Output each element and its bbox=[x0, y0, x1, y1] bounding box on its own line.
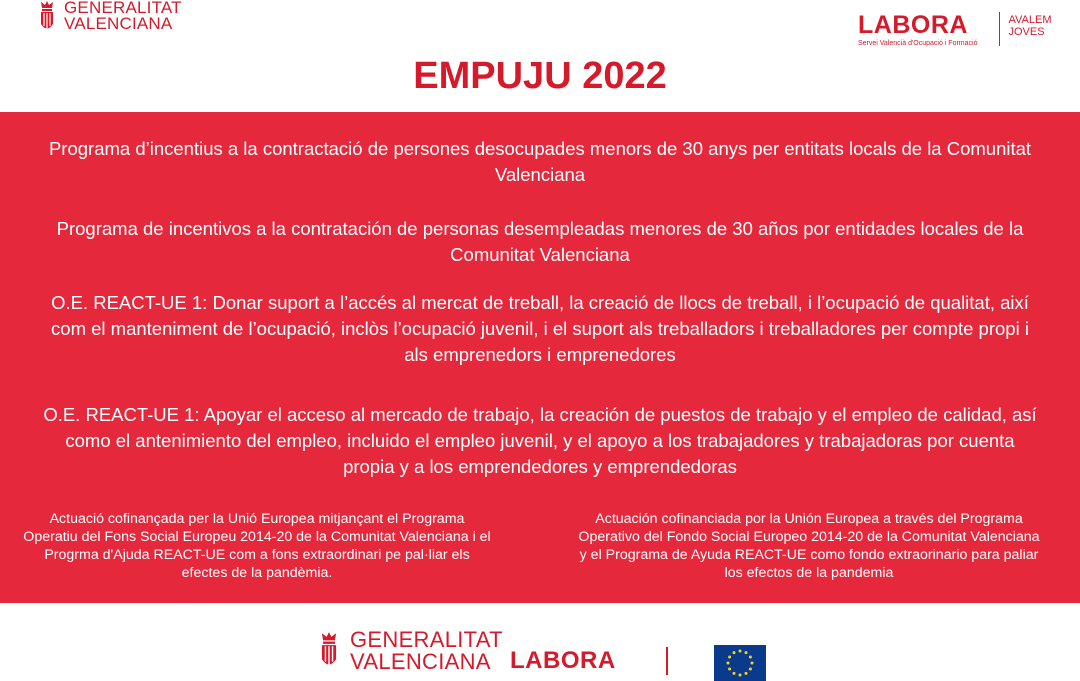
labora-wordmark bbox=[858, 12, 977, 48]
cofinancing-note-es: Actuación cofinanciada por la Unión Europea a través del Programa Operativo del Fondo Social Europeo 2014-20 de la Comunitat Valenciana y el Programa de Ayuda REACT-UE como fondo extraorinario para paliar los efectos de la pandemia bbox=[578, 511, 1040, 581]
header bbox=[0, 0, 1080, 112]
program-description-es: Programa de incentivos a la contratación de personas desempleadas menores de 30 años por entidades locales de la Comunitat Valenciana bbox=[56, 218, 1024, 265]
objective-description-es: O.E. REACT-UE 1: Apoyar el acceso al mercado de trabajo, la creación de puestos de trabajo y el empleo de calidad, así como el antenimiento del empleo, incluido el empleo juvenil, y el apoyo a los trabajadores y trabajadoras por cuenta propia y a los emprendedores y emprendedoras bbox=[43, 404, 1037, 477]
program-description-va: Programa d’incentius a la contractació de persones desocupades menors de 30 anys per entitats locals de la Comunitat Valenciana bbox=[48, 138, 1032, 185]
labora-tagline bbox=[1008, 14, 1051, 38]
gv-coat-of-arms-icon bbox=[316, 629, 342, 673]
gv-coat-of-arms-icon bbox=[36, 0, 58, 34]
labora-divider bbox=[999, 12, 1000, 46]
gv-logo-line: GENERALITAT bbox=[64, 0, 182, 17]
gv-logo-line: VALENCIANA bbox=[64, 14, 173, 33]
gv-logo-line: VALENCIANA bbox=[350, 649, 491, 674]
cofinancing-note-va: Actuació cofinançada per la Unió Europea mitjançant el Programa Operatiu del Fons Social Europeu 2014-20 de la Comunitat Valenciana i el Progrma d'Ajuda REACT-UE com a fons extraordinari pe pal·liar els efectes de la pandèmia. bbox=[23, 511, 491, 581]
labora-subtitle: Servei Valencià d'Ocupació i Formació bbox=[858, 40, 978, 47]
labora-tagline-line: AVALEM bbox=[1008, 14, 1052, 26]
footer-gv-logo-text bbox=[350, 629, 503, 673]
gv-logo-line: GENERALITAT bbox=[350, 627, 503, 652]
footer-generalitat-logo bbox=[316, 629, 503, 673]
labora-tagline-line: JOVES bbox=[1008, 26, 1045, 38]
footer-divider bbox=[666, 647, 668, 675]
footer-labora-logo: LABORA bbox=[510, 647, 616, 674]
labora-word: LABORA bbox=[858, 11, 968, 39]
eu-flag-icon bbox=[714, 645, 766, 681]
gv-logo-text bbox=[64, 0, 182, 32]
page-title: EMPUJU 2022 bbox=[413, 55, 667, 97]
labora-logo bbox=[858, 12, 1051, 48]
footer-logos bbox=[0, 603, 1080, 675]
content-band bbox=[0, 112, 1080, 603]
objective-description-va: O.E. REACT-UE 1: Donar suport a l’accés al mercat de treball, la creació de llocs de treball, i l’ocupació de qualitat, així com el manteniment de l’ocupació, inclòs l’ocupació juvenil, i el suport als treballadors i treballadores per compte propi i als emprenedors i emprenedores bbox=[51, 292, 1029, 365]
generalitat-valenciana-logo bbox=[36, 0, 182, 34]
